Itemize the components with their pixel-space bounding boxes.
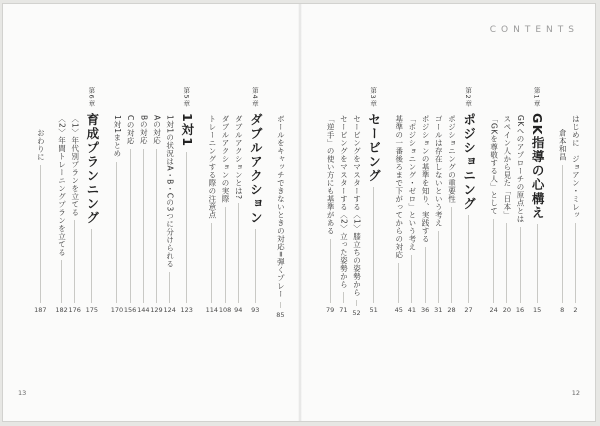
entry-title: 「ポジショニング・ゼロ」という考え — [407, 115, 417, 251]
page-left — [3, 4, 300, 421]
leader-line — [225, 207, 226, 303]
chapter-label: 第3章 — [369, 87, 378, 108]
toc-item-entry — [137, 87, 150, 315]
toc-item-entry — [556, 87, 569, 315]
entry-page-number: 114 — [205, 306, 219, 314]
contents-header: CONTENTS — [489, 25, 579, 35]
toc-gap — [102, 87, 110, 315]
leader-line — [451, 207, 452, 303]
entry-page-number: 129 — [150, 306, 163, 314]
toc-gap — [47, 87, 55, 315]
toc-item-entry — [163, 87, 176, 315]
entry-title: 1対1まとめ — [112, 115, 122, 158]
entry-title: はじめに ジョアン・ミレッ — [571, 115, 581, 219]
leader-line — [506, 223, 507, 303]
leader-line — [130, 149, 131, 303]
book-spread — [2, 3, 596, 422]
entry-title: GK指導の心構え — [530, 113, 546, 221]
entry-title: セービングをマスターする〈2〉立った姿勢から — [339, 115, 349, 289]
entry-page-number: 8 — [560, 306, 565, 314]
entry-title: 育成プランニング — [84, 113, 100, 226]
leader-line — [493, 219, 494, 303]
entry-page-number: 94 — [234, 306, 243, 314]
toc-gap — [384, 87, 392, 315]
entry-title: 「GKを尊敬する人」として — [489, 115, 499, 215]
toc-chapter-entry — [176, 87, 197, 315]
entry-page-number: 41 — [407, 306, 417, 314]
entry-page-number: 187 — [34, 306, 47, 314]
entry-page-number: 182 — [55, 306, 68, 314]
chapter-label: 第2章 — [464, 87, 473, 108]
toc-item-entry — [432, 87, 445, 315]
toc-item-entry — [500, 87, 513, 315]
entry-title: セービングをマスターする〈1〉膝立ちの姿勢から — [352, 115, 362, 297]
entry-title: おわりに — [36, 129, 46, 161]
entry-title: ポジションの基準を知り、実践する — [421, 115, 431, 243]
entry-title: ポジショニングの重要性 — [447, 115, 457, 203]
toc-item-entry — [392, 87, 405, 315]
entry-page-number: 123 — [180, 306, 193, 314]
toc-gap — [197, 87, 205, 315]
leader-line — [40, 165, 41, 303]
entry-page-number: 85 — [276, 310, 285, 319]
leader-line — [169, 272, 170, 303]
entry-title: ゴールは存在しないという考え — [434, 115, 444, 227]
page-right — [298, 4, 595, 421]
toc-chapter-entry — [245, 87, 266, 315]
leader-line — [373, 187, 374, 303]
toc-left — [31, 87, 287, 319]
entry-page-number: 156 — [123, 306, 137, 314]
toc-chapter-entry — [81, 87, 102, 315]
leader-line — [468, 215, 469, 303]
leader-line — [356, 300, 357, 306]
page-number-right: 12 — [571, 389, 580, 397]
entry-title: ダブルアクション — [248, 113, 264, 226]
toc-item-entry — [218, 87, 231, 315]
leader-line — [398, 263, 399, 303]
chapter-label: 第6章 — [87, 87, 96, 108]
toc-item-entry — [569, 87, 582, 315]
toc-gap — [266, 87, 274, 315]
entry-page-number: 15 — [532, 306, 542, 314]
leader-line — [116, 162, 117, 303]
toc-item-entry — [405, 87, 418, 315]
chapter-label: 第5章 — [182, 87, 191, 108]
entry-page-number: 2 — [573, 306, 578, 314]
leader-line — [330, 239, 331, 303]
leader-line — [411, 255, 412, 303]
leader-line — [520, 227, 521, 303]
entry-page-number: 28 — [447, 306, 456, 314]
toc-gap — [548, 87, 556, 315]
leader-line — [211, 223, 212, 303]
toc-item-entry — [124, 87, 137, 315]
entry-page-number: 36 — [420, 306, 430, 314]
toc-item-entry — [68, 87, 81, 315]
entry-title: 「逆手」の使い方にも基準がある — [326, 115, 336, 235]
toc-item-entry — [419, 87, 432, 315]
toc-item-entry — [274, 87, 287, 319]
leader-line — [74, 220, 75, 303]
toc-item-entry — [34, 87, 47, 315]
entry-title: 基準の一番後ろまで下がってからの対応 — [394, 115, 404, 259]
leader-line — [537, 224, 538, 303]
leader-line — [61, 260, 62, 303]
entry-page-number: 93 — [251, 306, 260, 314]
toc-item-entry — [55, 87, 68, 315]
entry-page-number: 170 — [110, 306, 124, 314]
entry-page-number: 52 — [352, 309, 361, 318]
toc-item-entry — [445, 87, 458, 315]
page-number-left: 13 — [18, 389, 27, 397]
leader-line — [575, 223, 576, 303]
toc-item-entry — [110, 87, 123, 315]
leader-line — [143, 149, 144, 303]
entry-page-number: 124 — [163, 306, 176, 314]
entry-page-number: 20 — [502, 306, 511, 314]
toc-gap — [479, 87, 487, 315]
entry-title: 〈2〉年間トレーニングプランを立てる — [57, 115, 67, 257]
toc-item-entry — [350, 87, 363, 318]
entry-page-number: 31 — [434, 306, 443, 314]
entry-page-number: 27 — [464, 306, 473, 314]
toc-item-entry — [232, 87, 245, 315]
chapter-label: 第4章 — [250, 87, 259, 108]
entry-title: Aの対応 — [152, 115, 162, 145]
toc-item-entry — [513, 87, 526, 315]
entry-page-number: 144 — [137, 306, 150, 314]
toc-item-entry — [487, 87, 500, 315]
entry-page-number: 175 — [85, 306, 99, 314]
leader-line — [238, 203, 239, 303]
entry-title: 1対1の状況はA・B・Cの3つに分けられる — [165, 115, 175, 268]
entry-page-number: 24 — [489, 306, 498, 314]
leader-line — [91, 229, 92, 303]
entry-page-number: 108 — [218, 306, 232, 314]
toc-chapter-entry — [363, 87, 384, 315]
entry-title: ダブルアクションとは? — [234, 115, 244, 200]
leader-line — [156, 149, 157, 303]
entry-title: 倉本和昌 — [558, 129, 568, 161]
leader-line — [255, 229, 256, 303]
entry-title: 〈1〉年代別プランを立てる — [70, 115, 80, 217]
entry-title: スペイン人から見た「日本」 — [502, 115, 512, 219]
entry-page-number: 71 — [339, 306, 348, 314]
toc-chapter-entry — [527, 87, 548, 315]
toc-item-entry — [150, 87, 163, 315]
entry-page-number: 45 — [394, 306, 403, 314]
entry-title: ボールをキャッチできないときの対応=弾くプレー — [276, 115, 286, 298]
toc-chapter-entry — [458, 87, 479, 315]
toc-item-entry — [324, 87, 337, 315]
leader-line — [186, 152, 187, 303]
entry-title: ダブルアクションの実際 — [221, 115, 231, 203]
entry-title: GKへのアプローチの原点とは — [516, 115, 526, 223]
entry-title: Bの対応 — [139, 115, 149, 145]
entry-title: 1対1 — [179, 113, 195, 148]
entry-page-number: 176 — [68, 306, 81, 314]
entry-title: Cの対応 — [126, 115, 136, 145]
entry-page-number: 16 — [515, 306, 525, 314]
toc-right — [314, 87, 582, 318]
toc-item-entry — [205, 87, 218, 315]
entry-title: セービング — [366, 113, 382, 184]
entry-title: ポジショニング — [461, 113, 477, 212]
toc-item-entry — [337, 87, 350, 315]
entry-title: トレーニングする際の注意点 — [207, 115, 217, 219]
leader-line — [425, 247, 426, 303]
entry-page-number: 79 — [326, 306, 335, 314]
leader-line — [343, 292, 344, 303]
gutter — [298, 4, 302, 421]
leader-line — [562, 165, 563, 303]
chapter-label: 第1章 — [532, 87, 541, 108]
leader-line — [280, 302, 281, 308]
leader-line — [438, 231, 439, 303]
entry-page-number: 51 — [369, 306, 378, 314]
